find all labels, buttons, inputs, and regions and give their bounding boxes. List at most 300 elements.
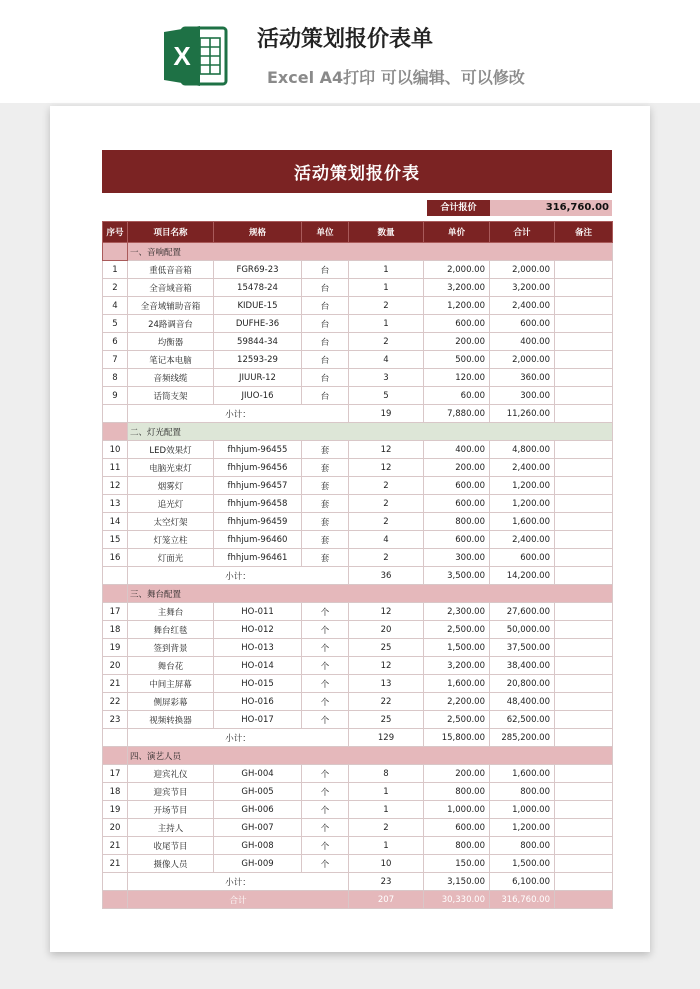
item-price: 600.00 (424, 495, 490, 513)
item-qty: 1 (349, 315, 424, 333)
item-spec: fhhjum-96455 (214, 441, 302, 459)
table-row (103, 855, 613, 873)
item-name: 视频转换器 (128, 711, 214, 729)
item-name: 话筒支架 (128, 387, 214, 405)
section-title: 三、舞台配置 (128, 585, 613, 603)
item-unit: 台 (302, 333, 349, 351)
item-price: 1,500.00 (424, 639, 490, 657)
item-unit: 个 (302, 855, 349, 873)
subtotal-total: 285,200.00 (490, 729, 555, 747)
item-qty: 13 (349, 675, 424, 693)
item-spec: JIUO-16 (214, 387, 302, 405)
table-row (103, 351, 613, 369)
item-unit: 个 (302, 675, 349, 693)
cell (103, 585, 128, 603)
item-note (555, 801, 613, 819)
item-total: 48,400.00 (490, 693, 555, 711)
row-number: 17 (103, 765, 128, 783)
item-price: 800.00 (424, 783, 490, 801)
item-unit: 个 (302, 837, 349, 855)
item-qty: 1 (349, 279, 424, 297)
row-number: 22 (103, 693, 128, 711)
subtotal-qty: 129 (349, 729, 424, 747)
item-price: 2,300.00 (424, 603, 490, 621)
grand-total-sum: 316,760.00 (490, 891, 555, 909)
item-note (555, 711, 613, 729)
item-note (555, 837, 613, 855)
item-unit: 台 (302, 387, 349, 405)
cell (103, 405, 128, 423)
item-spec: GH-005 (214, 783, 302, 801)
item-unit: 台 (302, 279, 349, 297)
item-unit: 个 (302, 801, 349, 819)
item-price: 500.00 (424, 351, 490, 369)
item-note (555, 261, 613, 279)
item-price: 600.00 (424, 819, 490, 837)
subtotal-label: 小计： (128, 873, 349, 891)
item-qty: 2 (349, 477, 424, 495)
item-total: 800.00 (490, 783, 555, 801)
item-qty: 12 (349, 459, 424, 477)
row-number: 21 (103, 855, 128, 873)
item-qty: 8 (349, 765, 424, 783)
item-price: 60.00 (424, 387, 490, 405)
table-body (103, 243, 613, 909)
excel-icon (160, 20, 230, 90)
item-note (555, 657, 613, 675)
item-name: 舞台红毯 (128, 621, 214, 639)
item-note (555, 639, 613, 657)
item-total: 400.00 (490, 333, 555, 351)
quote-sheet (102, 150, 612, 909)
item-note (555, 783, 613, 801)
item-note (555, 765, 613, 783)
item-total: 3,200.00 (490, 279, 555, 297)
item-spec: fhhjum-96458 (214, 495, 302, 513)
table-row (103, 693, 613, 711)
item-spec: HO-015 (214, 675, 302, 693)
table-row (103, 297, 613, 315)
row-number: 15 (103, 531, 128, 549)
item-note (555, 297, 613, 315)
item-total: 1,500.00 (490, 855, 555, 873)
item-total: 1,200.00 (490, 477, 555, 495)
table-row (103, 477, 613, 495)
item-spec: HO-012 (214, 621, 302, 639)
row-number: 4 (103, 297, 128, 315)
cell (555, 891, 613, 909)
item-qty: 1 (349, 783, 424, 801)
item-price: 200.00 (424, 459, 490, 477)
row-number: 17 (103, 603, 128, 621)
item-price: 600.00 (424, 315, 490, 333)
column-header: 合计 (490, 222, 555, 243)
item-name: 音频线缆 (128, 369, 214, 387)
item-total: 4,800.00 (490, 441, 555, 459)
item-spec: 15478-24 (214, 279, 302, 297)
cell (555, 873, 613, 891)
item-spec: JIUUR-12 (214, 369, 302, 387)
item-spec: HO-016 (214, 693, 302, 711)
item-total: 37,500.00 (490, 639, 555, 657)
column-header: 序号 (103, 222, 128, 243)
item-price: 150.00 (424, 855, 490, 873)
item-unit: 台 (302, 261, 349, 279)
table-row (103, 369, 613, 387)
item-unit: 个 (302, 693, 349, 711)
item-spec: HO-013 (214, 639, 302, 657)
item-unit: 个 (302, 621, 349, 639)
item-name: 开场节目 (128, 801, 214, 819)
section-title: 二、灯光配置 (128, 423, 613, 441)
item-total: 20,800.00 (490, 675, 555, 693)
item-spec: 59844-34 (214, 333, 302, 351)
table-row (103, 549, 613, 567)
item-note (555, 495, 613, 513)
item-total: 300.00 (490, 387, 555, 405)
grand-total-row (103, 891, 613, 909)
table-row (103, 387, 613, 405)
item-total: 2,000.00 (490, 261, 555, 279)
section-row (103, 423, 613, 441)
item-name: 24路调音台 (128, 315, 214, 333)
cell (103, 729, 128, 747)
row-number: 14 (103, 513, 128, 531)
table-row (103, 837, 613, 855)
item-total: 2,400.00 (490, 459, 555, 477)
item-name: 全音域音箱 (128, 279, 214, 297)
item-price: 120.00 (424, 369, 490, 387)
subtotal-row (103, 729, 613, 747)
item-note (555, 693, 613, 711)
table-row (103, 531, 613, 549)
item-name: 侧屏彩幕 (128, 693, 214, 711)
item-unit: 套 (302, 531, 349, 549)
subtotal-price: 15,800.00 (424, 729, 490, 747)
item-qty: 10 (349, 855, 424, 873)
item-note (555, 675, 613, 693)
item-spec: fhhjum-96461 (214, 549, 302, 567)
item-name: 均衡器 (128, 333, 214, 351)
row-number: 23 (103, 711, 128, 729)
item-qty: 1 (349, 837, 424, 855)
cell (103, 567, 128, 585)
item-note (555, 603, 613, 621)
item-total: 2,400.00 (490, 531, 555, 549)
row-number: 11 (103, 459, 128, 477)
subtotal-qty: 19 (349, 405, 424, 423)
item-spec: HO-017 (214, 711, 302, 729)
item-name: 收尾节目 (128, 837, 214, 855)
section-row (103, 747, 613, 765)
item-price: 1,600.00 (424, 675, 490, 693)
item-total: 800.00 (490, 837, 555, 855)
cell (555, 567, 613, 585)
subtotal-qty: 23 (349, 873, 424, 891)
table-row (103, 783, 613, 801)
item-total: 38,400.00 (490, 657, 555, 675)
table-row (103, 621, 613, 639)
item-price: 3,200.00 (424, 279, 490, 297)
item-unit: 个 (302, 783, 349, 801)
page-subtitle: Excel A4打印 可以编辑、可以修改 (267, 68, 525, 87)
item-name: 烟雾灯 (128, 477, 214, 495)
item-name: 签到背景 (128, 639, 214, 657)
row-number: 21 (103, 837, 128, 855)
section-row (103, 243, 613, 261)
item-unit: 个 (302, 765, 349, 783)
item-qty: 20 (349, 621, 424, 639)
item-qty: 2 (349, 549, 424, 567)
row-number: 18 (103, 621, 128, 639)
item-price: 400.00 (424, 441, 490, 459)
row-number: 19 (103, 639, 128, 657)
item-spec: GH-008 (214, 837, 302, 855)
subtotal-row (103, 873, 613, 891)
subtotal-row (103, 567, 613, 585)
item-spec: HO-011 (214, 603, 302, 621)
item-qty: 4 (349, 351, 424, 369)
subtotal-price: 3,150.00 (424, 873, 490, 891)
sheet-title: 活动策划报价表 (102, 150, 612, 193)
row-number: 10 (103, 441, 128, 459)
subtotal-price: 3,500.00 (424, 567, 490, 585)
subtotal-price: 7,880.00 (424, 405, 490, 423)
item-name: 舞台花 (128, 657, 214, 675)
cell (555, 405, 613, 423)
item-total: 27,600.00 (490, 603, 555, 621)
item-total: 600.00 (490, 549, 555, 567)
table-row (103, 513, 613, 531)
item-unit: 个 (302, 711, 349, 729)
item-name: 摄像人员 (128, 855, 214, 873)
cell (103, 423, 128, 441)
item-qty: 5 (349, 387, 424, 405)
row-number: 13 (103, 495, 128, 513)
subtotal-total: 6,100.00 (490, 873, 555, 891)
item-name: 全音域辅助音箱 (128, 297, 214, 315)
table-row (103, 765, 613, 783)
item-unit: 台 (302, 351, 349, 369)
item-spec: GH-009 (214, 855, 302, 873)
item-qty: 2 (349, 819, 424, 837)
row-number: 18 (103, 783, 128, 801)
item-qty: 4 (349, 531, 424, 549)
item-name: 中间主屏幕 (128, 675, 214, 693)
item-unit: 台 (302, 297, 349, 315)
item-total: 50,000.00 (490, 621, 555, 639)
item-unit: 个 (302, 603, 349, 621)
item-qty: 3 (349, 369, 424, 387)
item-note (555, 621, 613, 639)
item-name: 太空灯架 (128, 513, 214, 531)
item-note (555, 315, 613, 333)
cell (555, 729, 613, 747)
table-row (103, 261, 613, 279)
item-unit: 套 (302, 441, 349, 459)
item-qty: 2 (349, 495, 424, 513)
seq-header-tail (103, 243, 128, 261)
item-spec: fhhjum-96460 (214, 531, 302, 549)
item-price: 300.00 (424, 549, 490, 567)
item-total: 1,000.00 (490, 801, 555, 819)
subtotal-label: 小计： (128, 405, 349, 423)
item-price: 2,500.00 (424, 711, 490, 729)
item-note (555, 819, 613, 837)
item-name: 灯面光 (128, 549, 214, 567)
quote-table (102, 221, 613, 909)
item-unit: 套 (302, 477, 349, 495)
table-row (103, 675, 613, 693)
item-price: 2,000.00 (424, 261, 490, 279)
item-qty: 25 (349, 639, 424, 657)
item-price: 1,000.00 (424, 801, 490, 819)
item-total: 62,500.00 (490, 711, 555, 729)
item-note (555, 351, 613, 369)
item-note (555, 459, 613, 477)
table-row (103, 711, 613, 729)
item-note (555, 549, 613, 567)
subtotal-total: 11,260.00 (490, 405, 555, 423)
document-page (50, 106, 650, 952)
item-price: 800.00 (424, 513, 490, 531)
item-note (555, 279, 613, 297)
grand-total-label: 合计 (128, 891, 349, 909)
row-number: 12 (103, 477, 128, 495)
item-price: 2,500.00 (424, 621, 490, 639)
item-spec: HO-014 (214, 657, 302, 675)
item-qty: 25 (349, 711, 424, 729)
row-number: 2 (103, 279, 128, 297)
section-row (103, 585, 613, 603)
row-number: 20 (103, 819, 128, 837)
item-spec: fhhjum-96457 (214, 477, 302, 495)
item-unit: 台 (302, 369, 349, 387)
item-total: 1,200.00 (490, 819, 555, 837)
table-header-row (103, 222, 613, 243)
subtotal-label: 小计： (128, 567, 349, 585)
item-price: 800.00 (424, 837, 490, 855)
item-spec: GH-004 (214, 765, 302, 783)
subtotal-row (103, 405, 613, 423)
item-qty: 12 (349, 441, 424, 459)
item-unit: 个 (302, 657, 349, 675)
table-row (103, 657, 613, 675)
item-qty: 12 (349, 603, 424, 621)
item-spec: FGR69-23 (214, 261, 302, 279)
cell (103, 873, 128, 891)
item-name: 迎宾礼仪 (128, 765, 214, 783)
item-unit: 套 (302, 513, 349, 531)
header-band (0, 0, 700, 103)
table-row (103, 495, 613, 513)
item-total: 1,600.00 (490, 513, 555, 531)
item-spec: 12593-29 (214, 351, 302, 369)
row-number: 1 (103, 261, 128, 279)
table-row (103, 333, 613, 351)
column-header: 项目名称 (128, 222, 214, 243)
subtotal-qty: 36 (349, 567, 424, 585)
item-name: 重低音音箱 (128, 261, 214, 279)
svg-text:X: X (173, 41, 191, 71)
item-total: 600.00 (490, 315, 555, 333)
item-name: 主舞台 (128, 603, 214, 621)
item-qty: 2 (349, 297, 424, 315)
column-header: 单价 (424, 222, 490, 243)
item-qty: 1 (349, 801, 424, 819)
row-number: 19 (103, 801, 128, 819)
item-name: 电脑光束灯 (128, 459, 214, 477)
item-note (555, 513, 613, 531)
total-quote-line (102, 193, 612, 217)
subtotal-label: 小计： (128, 729, 349, 747)
section-title: 四、演艺人员 (128, 747, 613, 765)
row-number: 21 (103, 675, 128, 693)
row-number: 16 (103, 549, 128, 567)
item-name: LED效果灯 (128, 441, 214, 459)
grand-total-qty: 207 (349, 891, 424, 909)
item-total: 1,600.00 (490, 765, 555, 783)
item-price: 3,200.00 (424, 657, 490, 675)
item-spec: GH-006 (214, 801, 302, 819)
item-spec: GH-007 (214, 819, 302, 837)
item-price: 600.00 (424, 477, 490, 495)
item-name: 灯笼立柱 (128, 531, 214, 549)
item-price: 1,200.00 (424, 297, 490, 315)
item-qty: 1 (349, 261, 424, 279)
table-row (103, 459, 613, 477)
row-number: 5 (103, 315, 128, 333)
total-quote-label: 合计报价 (427, 200, 490, 216)
item-unit: 个 (302, 819, 349, 837)
item-name: 追光灯 (128, 495, 214, 513)
table-row (103, 819, 613, 837)
subtotal-total: 14,200.00 (490, 567, 555, 585)
item-unit: 个 (302, 639, 349, 657)
item-unit: 台 (302, 315, 349, 333)
item-price: 200.00 (424, 333, 490, 351)
item-note (555, 333, 613, 351)
item-name: 笔记本电脑 (128, 351, 214, 369)
item-price: 600.00 (424, 531, 490, 549)
page-title: 活动策划报价表单 (257, 27, 434, 52)
item-qty: 2 (349, 513, 424, 531)
total-quote-value: 316,760.00 (490, 200, 612, 216)
cell (103, 747, 128, 765)
column-header: 规格 (214, 222, 302, 243)
grand-total-price: 30,330.00 (424, 891, 490, 909)
item-total: 2,000.00 (490, 351, 555, 369)
table-row (103, 603, 613, 621)
item-qty: 22 (349, 693, 424, 711)
item-spec: fhhjum-96459 (214, 513, 302, 531)
table-row (103, 315, 613, 333)
item-note (555, 441, 613, 459)
table-row (103, 441, 613, 459)
item-unit: 套 (302, 495, 349, 513)
item-spec: KIDUE-15 (214, 297, 302, 315)
column-header: 数量 (349, 222, 424, 243)
cell (103, 891, 128, 909)
item-note (555, 369, 613, 387)
row-number: 20 (103, 657, 128, 675)
row-number: 9 (103, 387, 128, 405)
item-qty: 12 (349, 657, 424, 675)
row-number: 6 (103, 333, 128, 351)
item-name: 迎宾节目 (128, 783, 214, 801)
item-note (555, 531, 613, 549)
item-total: 2,400.00 (490, 297, 555, 315)
